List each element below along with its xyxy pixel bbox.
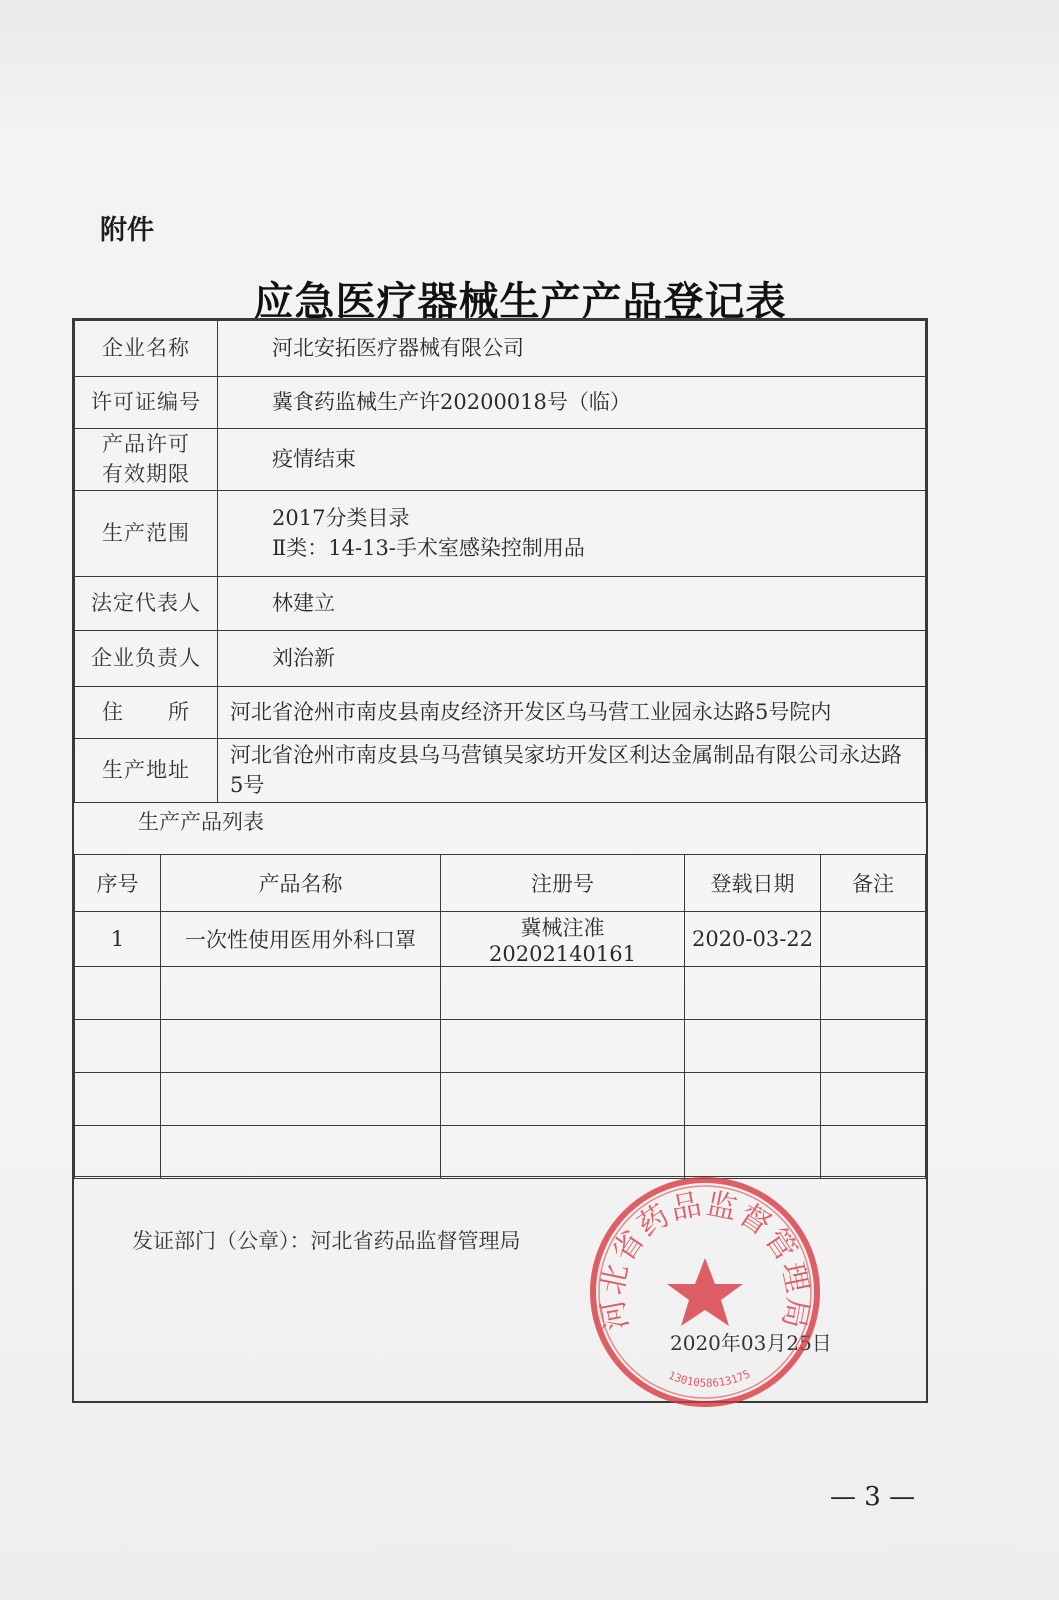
scope-label: 生产范围 [75, 490, 218, 576]
legal-rep-label: 法定代表人 [75, 576, 218, 630]
validity-value: 疫情结束 [218, 429, 926, 491]
row-validity [75, 429, 926, 491]
cell-note [821, 912, 926, 967]
row-scope [75, 490, 926, 576]
person-in-charge-label: 企业负责人 [75, 630, 218, 686]
row-production-address [75, 738, 926, 802]
header-reg-no: 注册号 [441, 855, 685, 912]
cell-product-name: 一次性使用医用外科口罩 [161, 912, 441, 967]
validity-label-line1: 产品许可 [102, 432, 190, 456]
document-title: 应急医疗器械生产产品登记表 [253, 278, 787, 325]
header-product-name: 产品名称 [161, 855, 441, 912]
table-row-empty [75, 1126, 926, 1179]
table-row-empty [75, 1020, 926, 1073]
cell-reg-no: 冀械注准 20202140161 [441, 912, 685, 967]
validity-label [75, 429, 218, 491]
table-row [75, 912, 926, 967]
seal-number-path: 1301058613175 [666, 1367, 753, 1390]
registration-form [72, 318, 928, 1403]
product-list-header [75, 855, 926, 912]
validity-label-line2: 有效期限 [102, 462, 190, 487]
company-name-value: 河北安拓医疗器械有限公司 [218, 321, 926, 377]
seal-text-path: 河北省药品监督管理局 [594, 1186, 816, 1333]
row-company-name [75, 321, 926, 377]
row-person-in-charge [75, 630, 926, 686]
scope-value [218, 490, 926, 576]
row-residence [75, 686, 926, 738]
scope-line1: 2017分类目录 [272, 505, 410, 530]
table-row-empty [75, 1073, 926, 1126]
issuer-section [74, 1176, 926, 1406]
license-no-label: 许可证编号 [75, 377, 218, 429]
enterprise-info-table [74, 320, 926, 803]
cell-date: 2020-03-22 [685, 912, 821, 967]
header-seq: 序号 [75, 855, 161, 912]
residence-label: 住 所 [75, 686, 218, 738]
cell-seq: 1 [75, 912, 161, 967]
product-list-title: 生产产品列表 [138, 810, 264, 834]
product-list-table [74, 854, 926, 1179]
license-no-value: 冀食药监械生产许20200018号（临） [218, 377, 926, 429]
residence-value: 河北省沧州市南皮县南皮经济开发区乌马营工业园永达路5号院内 [218, 686, 926, 738]
page-number: — 3 — [830, 1482, 916, 1512]
attachment-label: 附件 [100, 215, 154, 246]
company-name-label: 企业名称 [75, 321, 218, 377]
production-address-label: 生产地址 [75, 738, 218, 802]
issuer-line [132, 1225, 521, 1255]
issuer-label: 发证部门（公章）： [132, 1229, 311, 1253]
person-in-charge-value: 刘治新 [218, 630, 926, 686]
legal-rep-value: 林建立 [218, 576, 926, 630]
issuer-name: 河北省药品监督管理局 [310, 1229, 521, 1253]
row-license-no [75, 377, 926, 429]
header-note: 备注 [821, 855, 926, 912]
row-legal-rep [75, 576, 926, 630]
production-address-value: 河北省沧州市南皮县乌马营镇吴家坊开发区利达金属制品有限公司永达路5号 [218, 738, 926, 802]
table-row-empty [75, 967, 926, 1020]
issue-date: 2020年03月25日 [670, 1331, 832, 1355]
header-date: 登载日期 [685, 855, 821, 912]
scope-line2: Ⅱ类：14-13-手术室感染控制用品 [272, 536, 585, 561]
